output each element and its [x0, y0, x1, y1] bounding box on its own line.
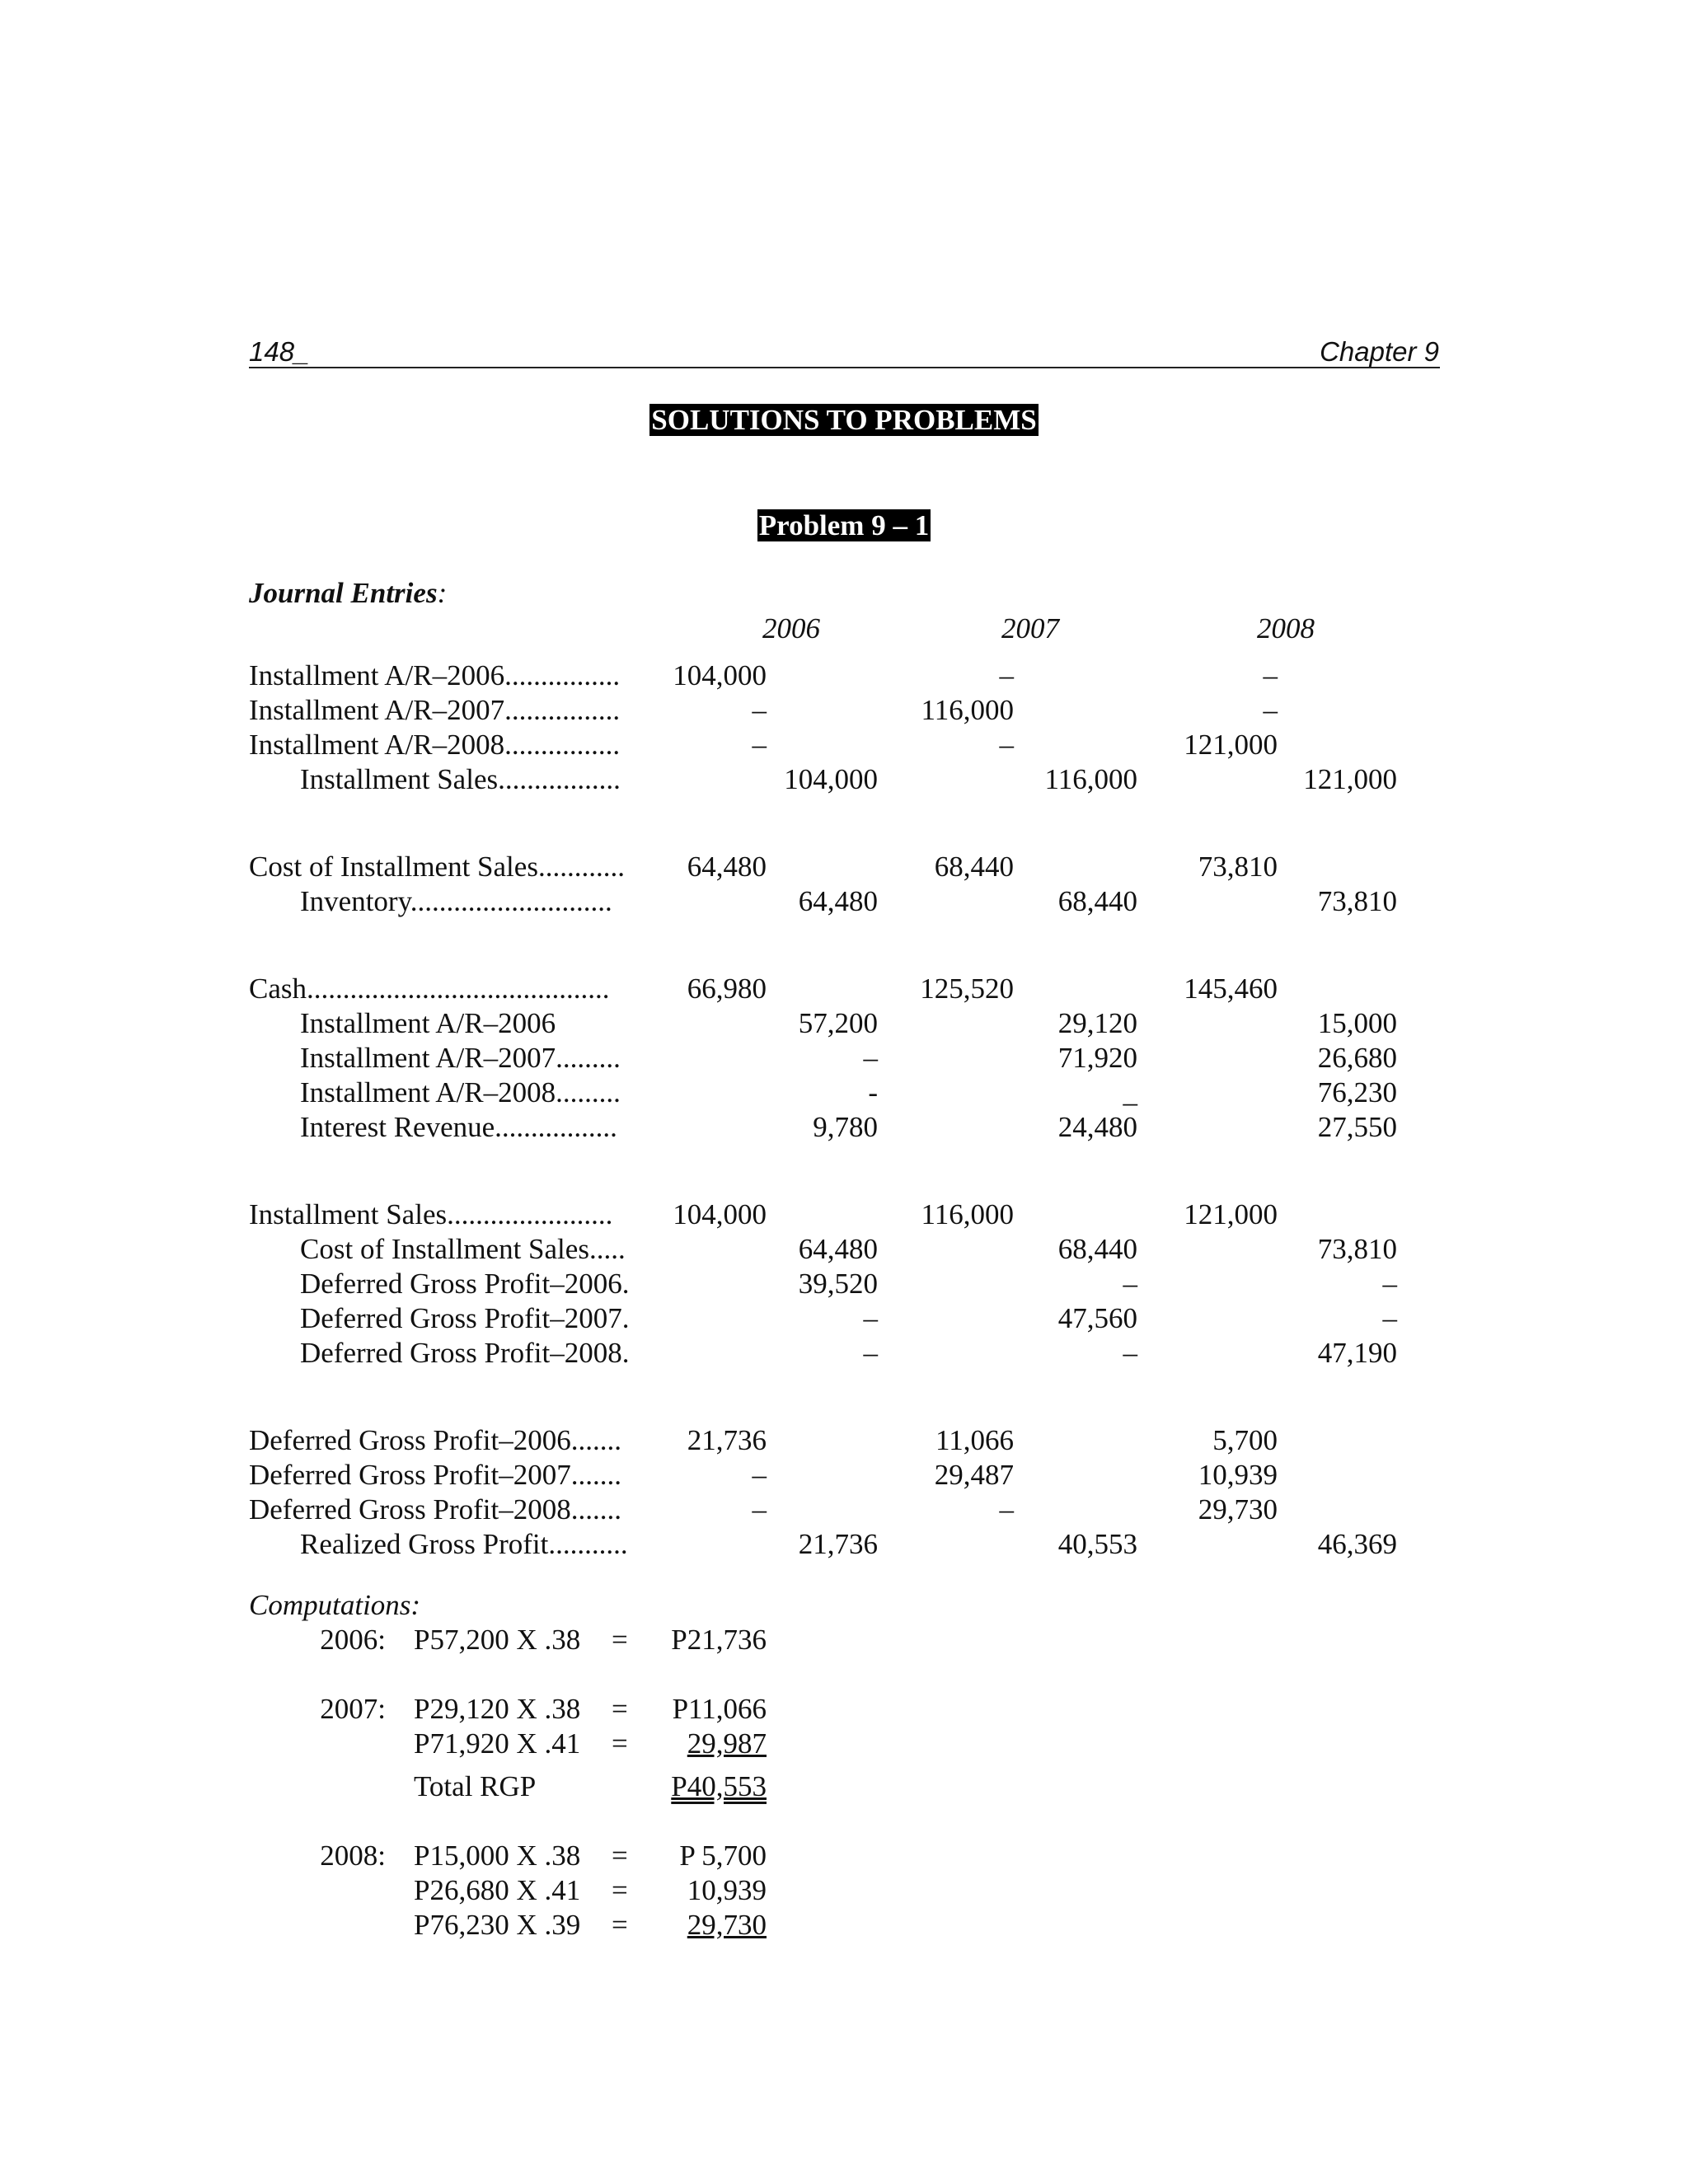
computations-heading: Computations:	[249, 1589, 421, 1621]
credit-2007: –	[1123, 1337, 1137, 1369]
account-label: Installment A/R–2008.........	[300, 1076, 621, 1108]
credit-2008: 76,230	[1317, 1076, 1397, 1108]
debit-2006: 21,736	[687, 1424, 767, 1456]
computation-value	[651, 1770, 767, 1803]
credit-2007: 68,440	[1057, 1233, 1137, 1265]
debit-2006: –	[752, 694, 767, 726]
debit-2006: 66,980	[687, 972, 767, 1005]
header-rule	[249, 367, 1440, 368]
debit-2007: 11,066	[935, 1424, 1014, 1456]
debit-2008: 145,460	[1184, 972, 1278, 1005]
credit-2007: –	[1123, 1268, 1137, 1300]
account-label: Cost of Installment Sales.....	[300, 1233, 626, 1265]
computation-expression: P71,920 X .41	[414, 1727, 581, 1760]
journal-row	[0, 1007, 1688, 1042]
journal-row	[0, 851, 1688, 885]
account-label: Deferred Gross Profit–2007.	[300, 1302, 630, 1334]
account-label: Deferred Gross Profit–2008.......	[249, 1493, 621, 1526]
computation-expression: P15,000 X .38	[414, 1840, 581, 1872]
account-label: Deferred Gross Profit–2006.......	[249, 1424, 621, 1456]
computation-year: 2006:	[320, 1624, 386, 1656]
journal-row	[0, 1076, 1688, 1111]
account-label: Deferred Gross Profit–2008.	[300, 1337, 630, 1369]
debit-2007: –	[999, 659, 1014, 691]
account-label: Installment A/R–2006................	[249, 659, 621, 691]
journal-heading: Journal Entries:	[249, 577, 448, 609]
debit-2006: –	[752, 729, 767, 761]
credit-2007: 47,560	[1057, 1302, 1137, 1334]
computation-line	[0, 1874, 1688, 1909]
debit-2007: 125,520	[920, 972, 1014, 1005]
computation-value: P11,066	[672, 1693, 767, 1725]
account-label: Installment A/R–2006	[300, 1007, 556, 1039]
journal-row	[0, 1198, 1688, 1233]
computation-line	[0, 1840, 1688, 1874]
credit-2007: 71,920	[1057, 1042, 1137, 1074]
credit-2006: –	[863, 1042, 878, 1074]
credit-2006: 39,520	[798, 1268, 878, 1300]
credit-2007: 29,120	[1057, 1007, 1137, 1039]
credit-2006: 9,780	[813, 1111, 878, 1143]
account-label: Interest Revenue.................	[300, 1111, 617, 1143]
debit-2006: 64,480	[687, 851, 767, 883]
journal-row	[0, 1424, 1688, 1459]
journal-row	[0, 885, 1688, 920]
equals-sign: =	[612, 1693, 628, 1725]
computation-line	[0, 1909, 1688, 1943]
computation-year: 2008:	[320, 1840, 386, 1872]
computation-expression: P29,120 X .38	[414, 1693, 581, 1725]
account-label: Deferred Gross Profit–2007.......	[249, 1459, 621, 1491]
journal-row	[0, 1042, 1688, 1076]
journal-row	[0, 972, 1688, 1007]
debit-2007: 116,000	[921, 694, 1014, 726]
debit-2006: –	[752, 1459, 767, 1491]
computation-expression: P26,680 X .41	[414, 1874, 581, 1906]
account-label: Installment A/R–2007.........	[300, 1042, 621, 1074]
debit-2007: –	[999, 1493, 1014, 1526]
journal-row	[0, 1459, 1688, 1493]
computation-expression: P76,230 X .39	[414, 1909, 581, 1941]
account-label: Installment A/R–2008................	[249, 729, 621, 761]
computation-value	[651, 1727, 767, 1760]
credit-2006: –	[863, 1302, 878, 1334]
debit-2008: 73,810	[1198, 851, 1278, 883]
credit-2008: 73,810	[1317, 1233, 1397, 1265]
journal-row	[0, 1268, 1688, 1302]
credit-2007: 40,553	[1057, 1528, 1137, 1560]
account-label: Deferred Gross Profit–2006.	[300, 1268, 630, 1300]
debit-2007: –	[999, 729, 1014, 761]
credit-2008: 47,190	[1317, 1337, 1397, 1369]
account-label: Cash..........................................	[249, 972, 610, 1005]
computation-value-text: P40,553	[671, 1770, 767, 1802]
debit-2008: –	[1263, 694, 1278, 726]
credit-2007: 24,480	[1057, 1111, 1137, 1143]
credit-2008: –	[1382, 1268, 1397, 1300]
computation-value: 10,939	[687, 1874, 767, 1906]
debit-2008: 10,939	[1198, 1459, 1278, 1491]
debit-2008: 29,730	[1198, 1493, 1278, 1526]
computation-value: P 5,700	[679, 1840, 767, 1872]
computation-line	[0, 1693, 1688, 1727]
year-2007: 2007	[1001, 612, 1059, 644]
journal-row	[0, 729, 1688, 763]
journal-row	[0, 694, 1688, 729]
computation-line	[0, 1624, 1688, 1658]
equals-sign: =	[612, 1909, 628, 1941]
credit-2008: 15,000	[1317, 1007, 1397, 1039]
computation-value: P21,736	[671, 1624, 767, 1656]
credit-2006: 64,480	[798, 1233, 878, 1265]
debit-2006: 104,000	[673, 659, 767, 691]
debit-2006: –	[752, 1493, 767, 1526]
computation-value-text: 29,987	[687, 1727, 767, 1760]
problem-title-wrap	[0, 508, 1688, 544]
computation-value-text: 29,730	[687, 1909, 767, 1941]
equals-sign: =	[612, 1624, 628, 1656]
account-label: Cost of Installment Sales............	[249, 851, 625, 883]
account-label: Inventory............................	[300, 885, 612, 917]
credit-2006: -	[868, 1076, 878, 1108]
credit-2007: 68,440	[1057, 885, 1137, 917]
journal-row	[0, 763, 1688, 798]
journal-row	[0, 1337, 1688, 1371]
section-title-wrap	[0, 402, 1688, 438]
problem-title: Problem 9 – 1	[758, 509, 930, 541]
debit-2008: 121,000	[1184, 1198, 1278, 1230]
year-2006: 2006	[762, 612, 820, 644]
debit-2008: 5,700	[1212, 1424, 1278, 1456]
debit-2008: –	[1263, 659, 1278, 691]
credit-2008: 121,000	[1303, 763, 1397, 795]
debit-2006: 104,000	[673, 1198, 767, 1230]
equals-sign: =	[612, 1840, 628, 1872]
computation-line	[0, 1727, 1688, 1762]
credit-2006: 64,480	[798, 885, 878, 917]
credit-2008: 46,369	[1317, 1528, 1397, 1560]
credit-2008: 26,680	[1317, 1042, 1397, 1074]
credit-2007: 116,000	[1044, 763, 1137, 795]
debit-2007: 116,000	[921, 1198, 1014, 1230]
chapter-label: Chapter 9	[1320, 336, 1439, 367]
journal-row	[0, 1528, 1688, 1563]
debit-2008: 121,000	[1184, 729, 1278, 761]
section-title: SOLUTIONS TO PROBLEMS	[651, 404, 1037, 436]
journal-row	[0, 1111, 1688, 1146]
year-2008: 2008	[1257, 612, 1315, 644]
journal-row	[0, 659, 1688, 694]
debit-2007: 29,487	[934, 1459, 1014, 1491]
credit-2008: 73,810	[1317, 885, 1397, 917]
computation-expression: Total RGP	[414, 1770, 537, 1802]
account-label: Installment Sales.................	[300, 763, 621, 795]
account-label: Installment A/R–2007................	[249, 694, 621, 726]
account-label: Realized Gross Profit...........	[300, 1528, 628, 1560]
account-label: Installment Sales.......................	[249, 1198, 613, 1230]
computation-year: 2007:	[320, 1693, 386, 1725]
equals-sign: =	[612, 1874, 628, 1906]
journal-row	[0, 1302, 1688, 1337]
credit-2006: 57,200	[798, 1007, 878, 1039]
page-number: 148_	[249, 336, 310, 367]
equals-sign: =	[612, 1727, 628, 1760]
credit-2006: –	[863, 1337, 878, 1369]
computation-value	[651, 1909, 767, 1942]
credit-2008: 27,550	[1317, 1111, 1397, 1143]
credit-2006: 104,000	[784, 763, 878, 795]
debit-2007: 68,440	[934, 851, 1014, 883]
computation-line	[0, 1770, 1688, 1805]
credit-2007: _	[1123, 1076, 1137, 1108]
credit-2006: 21,736	[798, 1528, 878, 1560]
journal-row	[0, 1233, 1688, 1268]
credit-2008: –	[1382, 1302, 1397, 1334]
journal-row	[0, 1493, 1688, 1528]
computation-expression: P57,200 X .38	[414, 1624, 581, 1656]
